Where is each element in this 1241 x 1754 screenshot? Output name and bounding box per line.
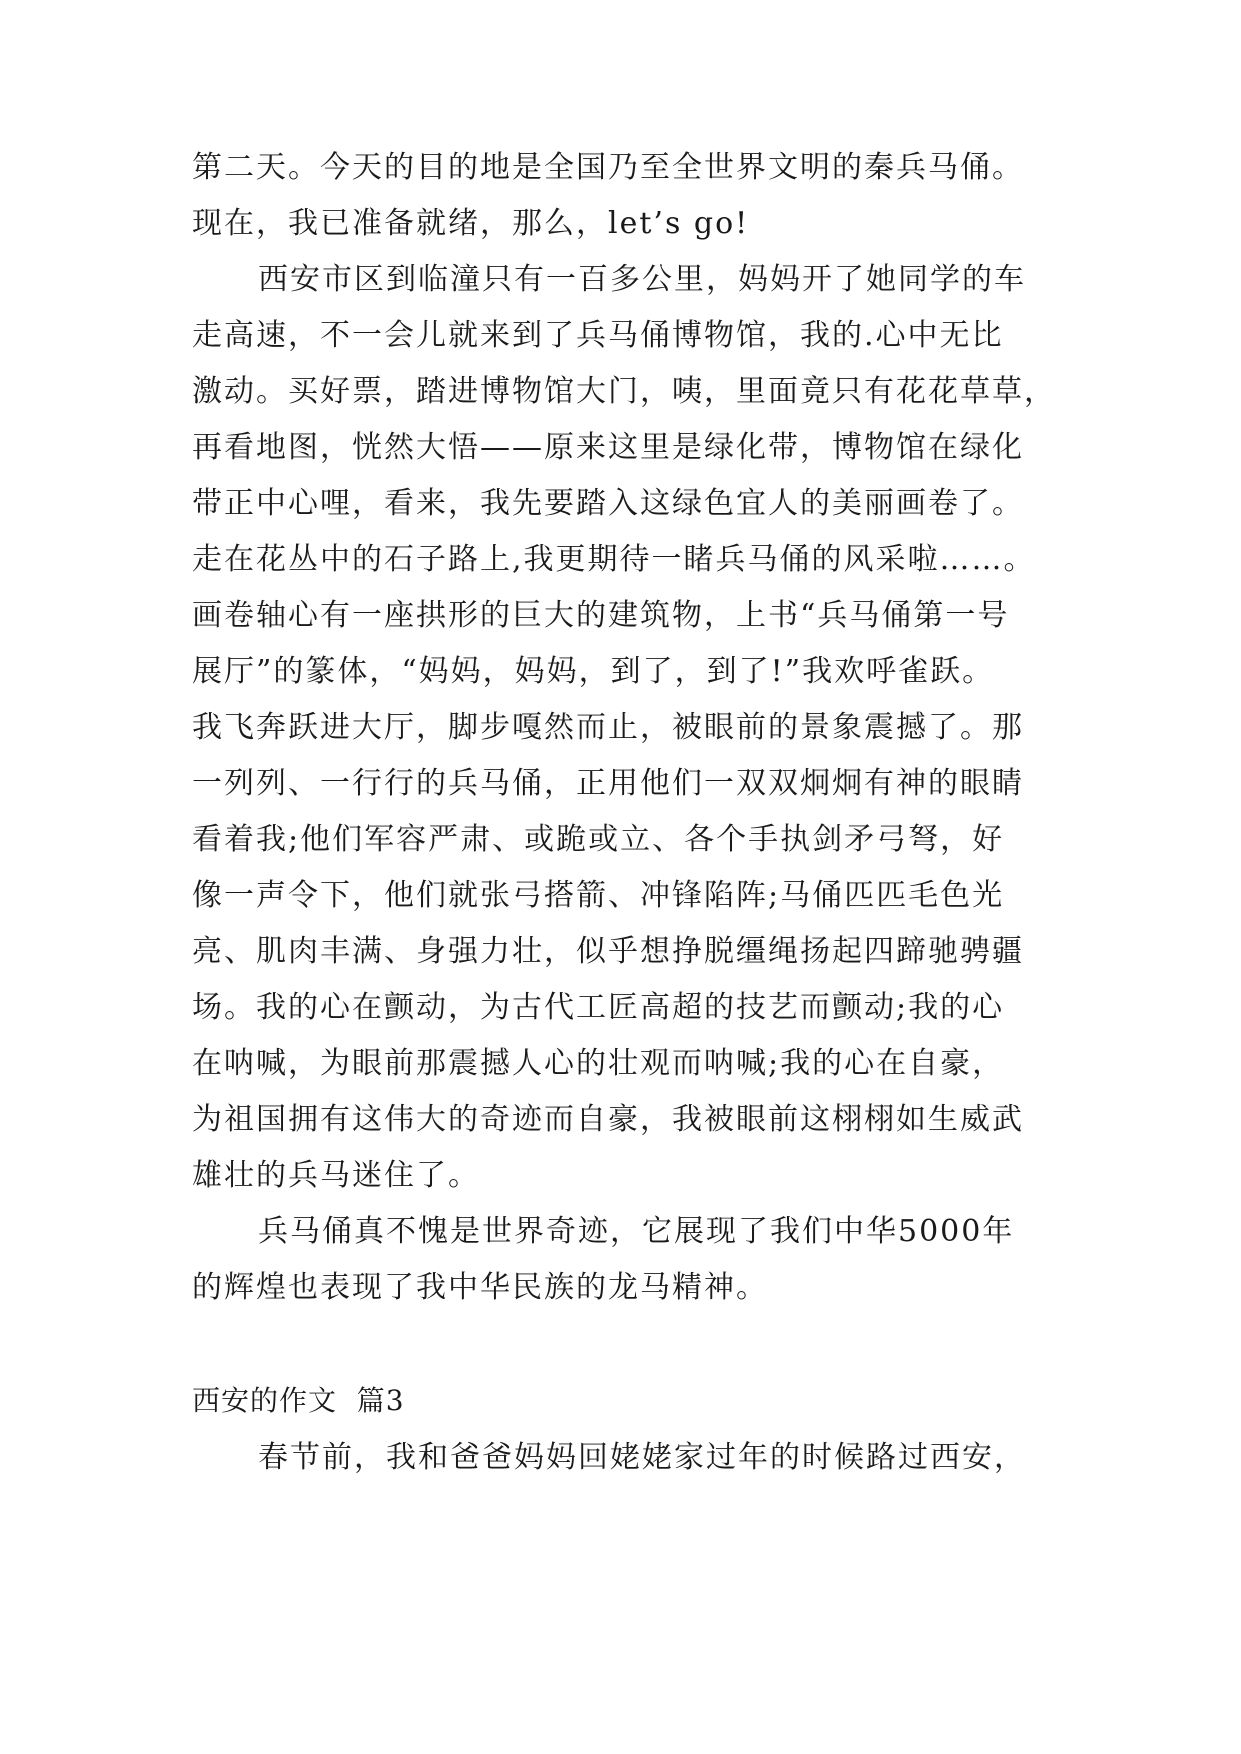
text-line: 激动。买好票，踏进博物馆大门，咦，里面竟只有花花草草，: [192, 374, 1056, 409]
text-line: 为祖国拥有这伟大的奇迹而自豪，我被眼前这栩栩如生威武: [192, 1102, 1024, 1137]
text-line: 场。我的心在颤动，为古代工匠高超的技艺而颤动;我的心: [192, 990, 1005, 1025]
text-line: 现在，我已准备就绪，那么，let’s go!: [192, 206, 750, 241]
text-line: 亮、肌肉丰满、身强力壮，似乎想挣脱缰绳扬起四蹄驰骋疆: [192, 934, 1024, 969]
text-line: 带正中心哩，看来，我先要踏入这绿色宜人的美丽画卷了。: [192, 486, 1024, 521]
text-line: 走高速，不一会儿就来到了兵马俑博物馆，我的.心中无比: [192, 318, 1004, 353]
section-heading: 西安的作文 篇3: [192, 1384, 405, 1417]
text-line: 展厅”的篆体，“妈妈，妈妈，到了，到了!”我欢呼雀跃。: [192, 654, 995, 689]
text-line: 再看地图，恍然大悟——原来这里是绿化带，博物馆在绿化: [192, 430, 1024, 465]
text-line: 雄壮的兵马迷住了。: [192, 1158, 480, 1193]
text-line: 像一声令下，他们就张弓搭箭、冲锋陷阵;马俑匹匹毛色光: [192, 878, 1005, 913]
text-line: 的辉煌也表现了我中华民族的龙马精神。: [192, 1270, 768, 1305]
text-line: 走在花丛中的石子路上,我更期待一睹兵马俑的风采啦……。: [192, 542, 1036, 577]
text-line: 我飞奔跃进大厅，脚步嘎然而止，被眼前的景象震撼了。那: [192, 710, 1024, 745]
text-line: 在呐喊，为眼前那震撼人心的壮观而呐喊;我的心在自豪，: [192, 1046, 1005, 1081]
text-line: 看着我;他们军容严肃、或跪或立、各个手执剑矛弓弩，好: [192, 822, 1005, 857]
text-line: 画卷轴心有一座拱形的巨大的建筑物，上书“兵马俑第一号: [192, 598, 1010, 633]
text-line: 西安市区到临潼只有一百多公里，妈妈开了她同学的车: [258, 262, 1026, 297]
text-line: 一列列、一行行的兵马俑，正用他们一双双炯炯有神的眼睛: [192, 766, 1024, 801]
text-line: 第二天。今天的目的地是全国乃至全世界文明的秦兵马俑。: [192, 150, 1024, 185]
text-line: 兵马俑真不愧是世界奇迹，它展现了我们中华5000年: [258, 1214, 1015, 1249]
text-line: 春节前，我和爸爸妈妈回姥姥家过年的时候路过西安，: [258, 1440, 1026, 1475]
